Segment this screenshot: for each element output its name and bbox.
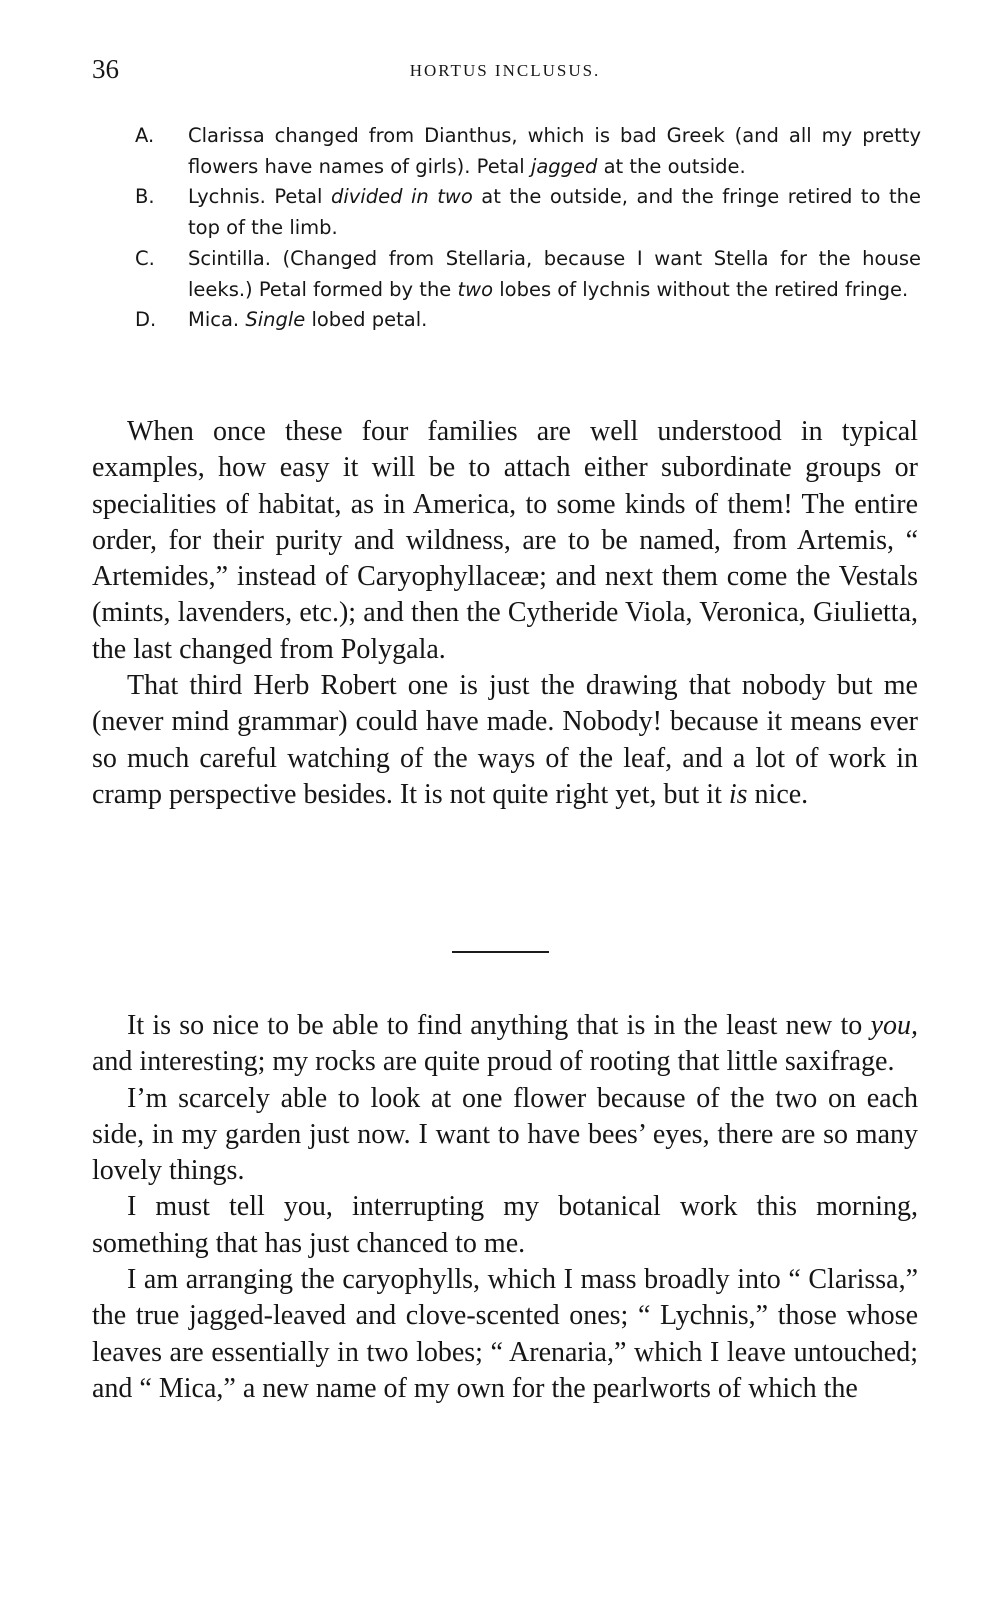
paragraph: I must tell you, interrupting my botanical work this morning, something that has just chanced to me. [92,1191,918,1259]
list-item [135,244,921,305]
list-item-text-end: lobed petal. [305,308,428,332]
list-item-key: C. [135,246,155,270]
paragraph [92,1008,918,1081]
petal-family-list [135,121,921,336]
paragraph-emphasis: you, [870,1010,918,1041]
list-item [135,182,921,243]
list-item-key: A. [135,124,155,147]
paragraph: I am arranging the caryophylls, which I mass broadly into “ Clarissa,” the true jagged-leaved and clove-scented ones; “ Lychnis,” those whose leaves are essentially in two lobes; “ Arenaria,” which I leave untouched; and “ Mica,” a new name of my own for the pearlworts of which the [92,1264,918,1404]
paragraph: I’m scarcely able to look at one flower because of the two on each side, in my garden just now. I want to have bees’ eyes, there are so many lovely things. [92,1082,918,1187]
list-item-key: B. [135,185,155,209]
list-item-emphasis: jagged [530,154,598,178]
paragraph-emphasis: is [728,778,748,810]
paragraph: When once these four families are well understood in typical examples, how easy it will be to attach either subordinate groups or specialities of habitat, as in America, to some kinds of them! The entire order, for their purity and wildness, are to be named, from Artemis, “ Artemides,” instead of Caryophyllaceæ; and next them come the Vestals (mints, lavenders, etc.); and then the Cytheride Viola, Veronica, Giulietta, the last changed from Polygala. [92,416,918,665]
list-item-emphasis: Single [245,308,306,332]
list-item-text: Mica. [188,308,246,332]
paragraph-text: It is so nice to be able to find anything that is in the least new to [127,1010,871,1041]
list-item-text: Scintilla. (Changed from Stellaria, because I want Stella for the house leeks.) Petal formed by the [188,246,921,301]
list-item-text-end: at the outside. [597,154,746,178]
page-header [92,52,918,86]
list-item-emphasis: divided in two [330,185,473,209]
running-title: HORTUS INCLUSUS. [409,61,601,80]
paragraph-text-end: nice. [747,778,809,810]
section-divider [452,951,549,953]
list-item-text: Clarissa changed from Dianthus, which is bad Greek (and all my pretty flowers have names of girls). Petal [188,124,921,178]
list-item-text: Lychnis. Petal [188,185,331,209]
list-item-text-end: lobes of lychnis without the retired fringe. [493,277,909,301]
list-item-text-end: at the outside, and the fringe retired to the top of the limb. [188,185,921,240]
text-block-second [92,1008,918,1407]
text-block-first [92,414,918,813]
list-item [135,305,921,336]
list-item-emphasis: two [457,277,494,301]
page-number: 36 [92,54,119,84]
list-item [135,121,921,182]
paragraph-text: That third Herb Robert one is just the drawing that nobody but me (never mind grammar) could have made. Nobody! because it means ever so much careful watching of the ways of the leaf, and a lot of work in cramp perspective besides. It is not quite right yet, but it [92,670,918,810]
paragraph [92,668,918,813]
list-item-key: D. [135,308,157,332]
paragraph-text-end: and interesting; my rocks are quite proud of rooting that little saxifrage. [92,1046,895,1078]
